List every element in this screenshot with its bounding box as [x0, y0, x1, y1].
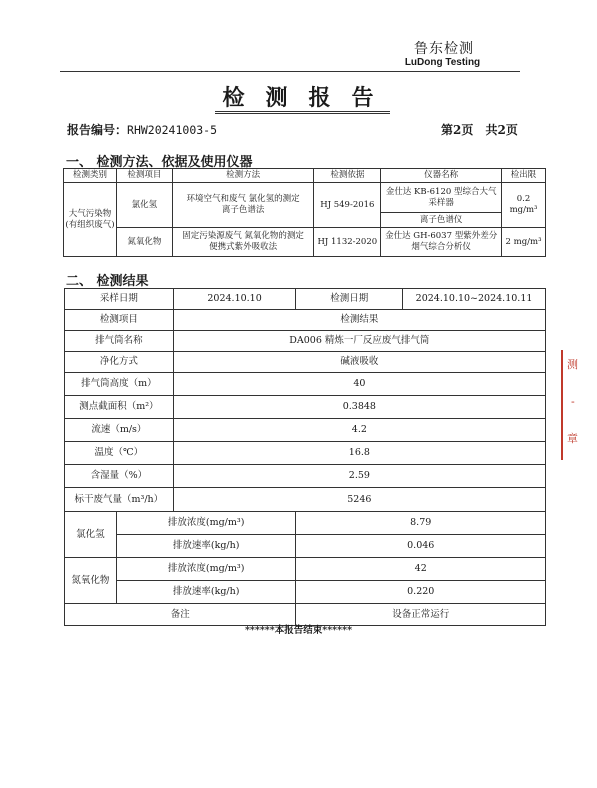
rate-label: 排放速率(kg/h) — [116, 535, 296, 558]
stamp-char: 章 — [567, 432, 578, 445]
row-label: 测点截面积（m²） — [65, 396, 174, 419]
row-value: 0.3848 — [173, 396, 545, 419]
page-info: 第2页 共2页 — [441, 123, 518, 137]
results-table — [64, 288, 546, 626]
instrument-cell: 离子色谱仪 — [381, 213, 502, 228]
section1-heading: 一、 检测方法、依据及使用仪器 — [66, 155, 253, 170]
conc-label: 排放浓度(mg/m³) — [116, 512, 296, 535]
row-value: 5246 — [173, 488, 545, 512]
pollutant-name: 氯化氢 — [65, 512, 117, 558]
category-cell: 大气污染物 (有组织废气) — [64, 183, 117, 257]
stamp-edge — [561, 350, 565, 460]
col-header: 检出限 — [502, 169, 546, 183]
sample-date-label: 采样日期 — [65, 289, 174, 310]
remark-label: 备注 — [65, 604, 296, 626]
rate-value: 0.046 — [296, 535, 546, 558]
row-value: 40 — [173, 373, 545, 396]
item-header: 检测项目 — [65, 310, 174, 331]
basis-cell: HJ 1132-2020 — [314, 228, 381, 257]
remark-value: 设备正常运行 — [296, 604, 546, 626]
test-date-label: 检测日期 — [296, 289, 403, 310]
row-label: 流速（m/s） — [65, 419, 174, 442]
seal-stamp — [561, 350, 597, 460]
conc-label: 排放浓度(mg/m³) — [116, 558, 296, 581]
row-value: 碱液吸收 — [173, 352, 545, 373]
report-end-note: ******本报告结束****** — [244, 625, 353, 636]
instrument-cell: 金仕达 GH-6037 型紫外差分 烟气综合分析仪 — [381, 228, 502, 257]
company-name-cn: 鲁东检测 — [414, 41, 474, 57]
method-cell: 环境空气和废气 氯化氢的测定 离子色谱法 — [172, 183, 314, 228]
result-header: 检测结果 — [173, 310, 545, 331]
basis-cell: HJ 549-2016 — [314, 183, 381, 228]
section2-heading: 二、 检测结果 — [66, 274, 149, 289]
col-header: 检测方法 — [172, 169, 314, 183]
row-label: 标干废气量（m³/h） — [65, 488, 174, 512]
stamp-char: - — [571, 395, 575, 408]
company-name-en: LuDong Testing — [404, 57, 481, 68]
report-number-value: RHW20241003-5 — [127, 123, 218, 137]
stamp-char: 测 — [567, 358, 578, 371]
row-value: 2.59 — [173, 465, 545, 488]
conc-value: 8.79 — [296, 512, 546, 535]
col-header: 检测项目 — [116, 169, 172, 183]
method-cell: 固定污染源废气 氮氧化物的测定 便携式紫外吸收法 — [172, 228, 314, 257]
title-underline-2 — [215, 113, 390, 114]
row-label: 排气筒名称 — [65, 331, 174, 352]
row-label: 排气筒高度（m） — [65, 373, 174, 396]
pollutant-name: 氮氧化物 — [65, 558, 117, 604]
methods-table — [63, 168, 546, 257]
col-header: 检测依据 — [314, 169, 381, 183]
item-cell: 氮氧化物 — [116, 228, 172, 257]
title-underline — [215, 111, 390, 112]
report-number-label: 报告编号： — [67, 123, 128, 137]
rate-value: 0.220 — [296, 581, 546, 604]
row-label: 温度（℃） — [65, 442, 174, 465]
row-value: 16.8 — [173, 442, 545, 465]
row-label: 净化方式 — [65, 352, 174, 373]
instrument-cell: 金仕达 KB-6120 型综合大气 采样器 — [381, 183, 502, 213]
row-value: 4.2 — [173, 419, 545, 442]
limit-cell: 0.2 mg/m³ — [502, 183, 546, 228]
test-date-value: 2024.10.10~2024.10.11 — [403, 289, 546, 310]
conc-value: 42 — [296, 558, 546, 581]
item-cell: 氯化氢 — [116, 183, 172, 228]
col-header: 检测类别 — [64, 169, 117, 183]
limit-cell: 2 mg/m³ — [502, 228, 546, 257]
report-title: 检测报告 — [222, 85, 395, 111]
rate-label: 排放速率(kg/h) — [116, 581, 296, 604]
header-divider — [60, 71, 520, 72]
sample-date-value: 2024.10.10 — [173, 289, 296, 310]
row-label: 含湿量（%） — [65, 465, 174, 488]
col-header: 仪器名称 — [381, 169, 502, 183]
row-value: DA006 精炼一厂反应废气排气筒 — [173, 331, 545, 352]
report-number — [67, 121, 217, 138]
